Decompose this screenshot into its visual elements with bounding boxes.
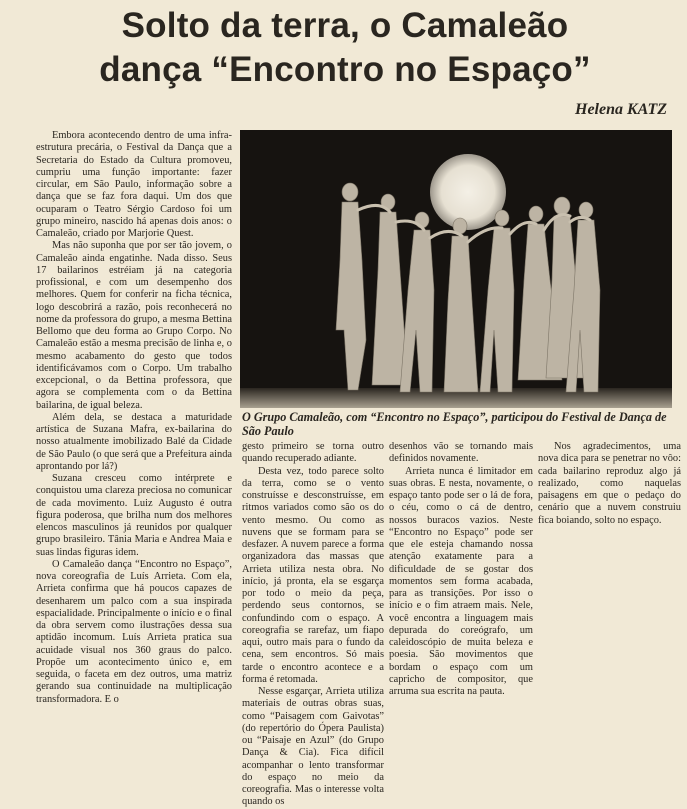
article-column-2 <box>242 441 384 808</box>
article-column-1 <box>36 130 232 708</box>
paragraph: desenhos vão se tornando mais definidos novamente. <box>389 441 533 465</box>
article-column-3 <box>389 441 533 708</box>
paragraph: Mas não suponha que por ser tão jovem, o Camaleão ainda engatinhe. Nada disso. Seus 17 bailarinos estréiam já na categoria profissional, e com um desempenho dos melhores. Quem for conferir na ficha técnica, logo descobrirá a razão, pois reconhecerá no nome da professora do grupo, a mesma Bettina Bellomo que deu forma ao Grupo Corpo. No Camaleão estão a mesma precisão de linha e, o mesmo acabamento do gesto que todos identificávamos com o Corpo. Um trabalho excepcional, o da Bettina professora, que agora se complementa com o da Bettina bailarina, de igual beleza. <box>36 240 232 411</box>
paragraph: Suzana cresceu como intérprete e conquistou uma clareza preciosa no comunicar de cada movimento. Luiz Augusto é outra figura poderosa, que brilha num dos melhores elencos masculinos já reunidos por qualquer grupo brasileiro. Tânia Maria e Andrea Maia e suas lindas figuras idem. <box>36 473 232 558</box>
photo-caption: O Grupo Camaleão, com “Encontro no Espaço”, participou do Festival de Dança de São Paulo <box>242 410 667 438</box>
paragraph: Nesse esgarçar, Arrieta utiliza materiais de outras obras suas, como “Paisagem com Gaivotas” (do repertório do Ópera Paulista) ou “Paisaje en Azul” (do Grupo Dança & Cia). Fica difícil acompanhar o lento transformar do espaço no meio da coreografia. Mas o interesse volta quando os <box>242 686 384 808</box>
dancers-illustration <box>240 130 672 408</box>
paragraph: Arrieta nunca é limitador em suas obras. E nesta, novamente, o espaço tanto pode ser o lá de fora, o céu, como o cá de dentro, nossos buracos vazios. Neste “Encontro no Espaço” pode ser que ele esteja chamando nossa atenção exatamente para a dificuldade de se gostar dos momentos sem forma acabada, para as transições. Por isso o início e o fim atraem mais. Nele, você encontra a linguagem mais depurada do coreógrafo, um caleidoscópio de muita beleza e poesia. São movimentos que bordam o espaço com um capricho de compositor, que arruma sua escrita na pauta. <box>389 465 533 697</box>
paragraph: Embora acontecendo dentro de uma infra-estrutura precária, o Festival da Dança que a Secretaria do Estado da Cultura promoveu, cumpriu uma função importante: fazer circular, em São Paulo, informação sobre a dança que se faz fora daqui. Um dos que ocuparam o Teatro Sérgio Cardoso foi um grupo mineiro, nascido há apenas dois anos: o Camaleão, criado por Marjorie Quest. <box>36 130 232 239</box>
paragraph: Nos agradecimentos, uma nova dica para se penetrar no vôo: cada bailarino reproduz algo já realizado, como naquelas paisagens em que o pedaço do cenário que a nuvem construiu fica boiando, solto no espaço. <box>538 441 681 526</box>
byline: Helena KATZ <box>575 101 667 118</box>
paragraph: gesto primeiro se torna outro quando recuperado adiante. <box>242 441 384 465</box>
paragraph: O Camaleão dança “Encontro no Espaço”, nova coreografia de Luís Arrieta. Com ela, Arrieta confirma que há poucos capazes de desenharem um palco com a sua inspirada espacialidade. Principalmente o início e o final da obra servem como ilustrações dessa sua aptidão incomum. Luís Arrieta pratica sua acuidade visual nos 360 graus do palco. Propõe um acontecimento único e, em seguida, o faceta em dez outros, uma matriz gerando sua continuidade na multiplicação transformadora. E o <box>36 558 232 705</box>
moon-shape <box>430 154 506 230</box>
article-column-4 <box>538 441 681 708</box>
dance-photo <box>240 130 672 408</box>
headline-line-2: dança “Encontro no Espaço” <box>99 50 591 89</box>
paragraph: Desta vez, todo parece solto da terra, como se o vento construísse e desconstruísse, em ritmos variados como são os do vento mesmo. Ou como as nuvens que se formam para se desfazer. A nuvem parece a forma organizadora das massas que Arrieta utiliza nesta obra. No início, já pronta, ela se esgarça por todo o meio da peça, perdendo seus contornos, se confundindo com o espaço. A coreografia se rarefaz, um fiapo aqui, outro mais para o fundo da cena, sem encontros. Só mais tarde o encontro acontece e a forma é retomada. <box>242 465 384 685</box>
headline-line-1: Solto da terra, o Camaleão <box>121 6 569 45</box>
paragraph: Além dela, se destaca a maturidade artística de Suzana Mafra, ex-bailarina do nosso atualmente imobilizado Balé da Cidade de São Paulo (o que será que a Prefeitura ainda aprontando por lá?) <box>36 411 232 472</box>
